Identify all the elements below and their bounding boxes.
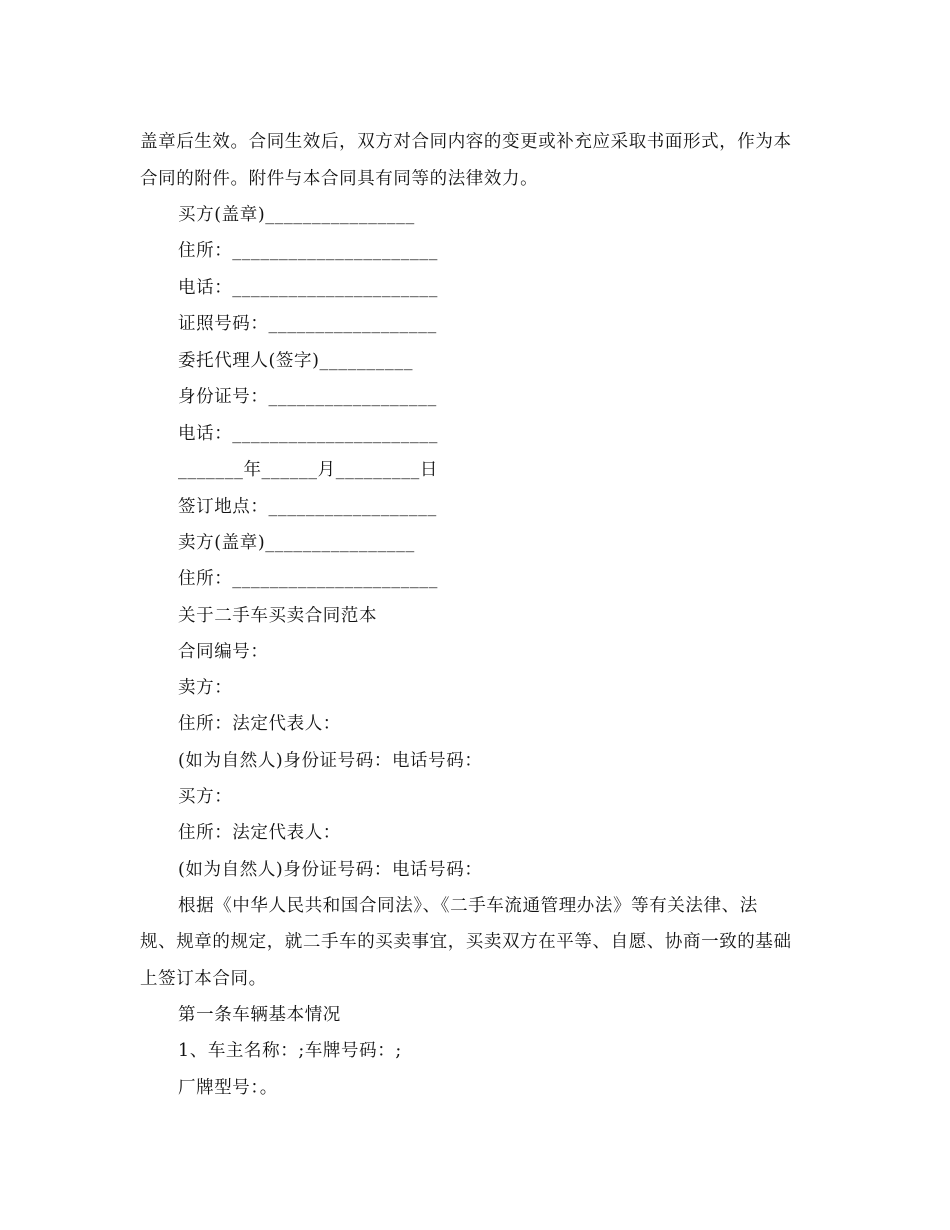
section-title: 关于二手车买卖合同范本 [178,606,378,626]
text-line: 根据《中华人民共和国合同法》、《二手车流通管理办法》等有关法律、法 [178,896,758,916]
id-number-line: 身份证号：__________________ [178,387,437,407]
seller-line: 卖方： [178,678,233,698]
buyer-seal-line: 买方(盖章)________________ [178,205,415,225]
buyer-id-phone-line: (如为自然人)身份证号码：电话号码： [178,860,483,880]
seller-id-phone-line: (如为自然人)身份证号码：电话号码： [178,751,483,771]
agent-signature-line: 委托代理人(签字)__________ [178,351,414,371]
seller-address-rep-line: 住所：法定代表人： [178,714,341,734]
buyer-phone-line: 电话：______________________ [178,278,438,298]
text-line: 上签订本合同。 [140,969,267,989]
model-line: 厂牌型号：。 [178,1078,278,1098]
date-line: _______年______月_________日 [178,460,438,480]
seller-seal-line: 卖方(盖章)________________ [178,533,415,553]
buyer-address-rep-line: 住所：法定代表人： [178,823,341,843]
owner-plate-line: 1、车主名称：;车牌号码：; [178,1041,402,1061]
text-line: 盖章后生效。合同生效后，双方对合同内容的变更或补充应采取书面形式，作为本 [140,132,792,152]
seller-address-line: 住所：______________________ [178,569,438,589]
article-heading: 第一条车辆基本情况 [178,1005,341,1025]
text-line: 规、规章的规定，就二手车的买卖事宜，买卖双方在平等、自愿、协商一致的基础 [140,932,792,952]
buyer-line: 买方： [178,787,233,807]
buyer-address-line: 住所：______________________ [178,241,438,261]
signing-place-line: 签订地点：__________________ [178,497,437,517]
agent-phone-line: 电话：______________________ [178,424,438,444]
license-number-line: 证照号码：__________________ [178,314,437,334]
text-line: 合同的附件。附件与本合同具有同等的法律效力。 [140,169,539,189]
contract-number-line: 合同编号： [178,642,269,662]
